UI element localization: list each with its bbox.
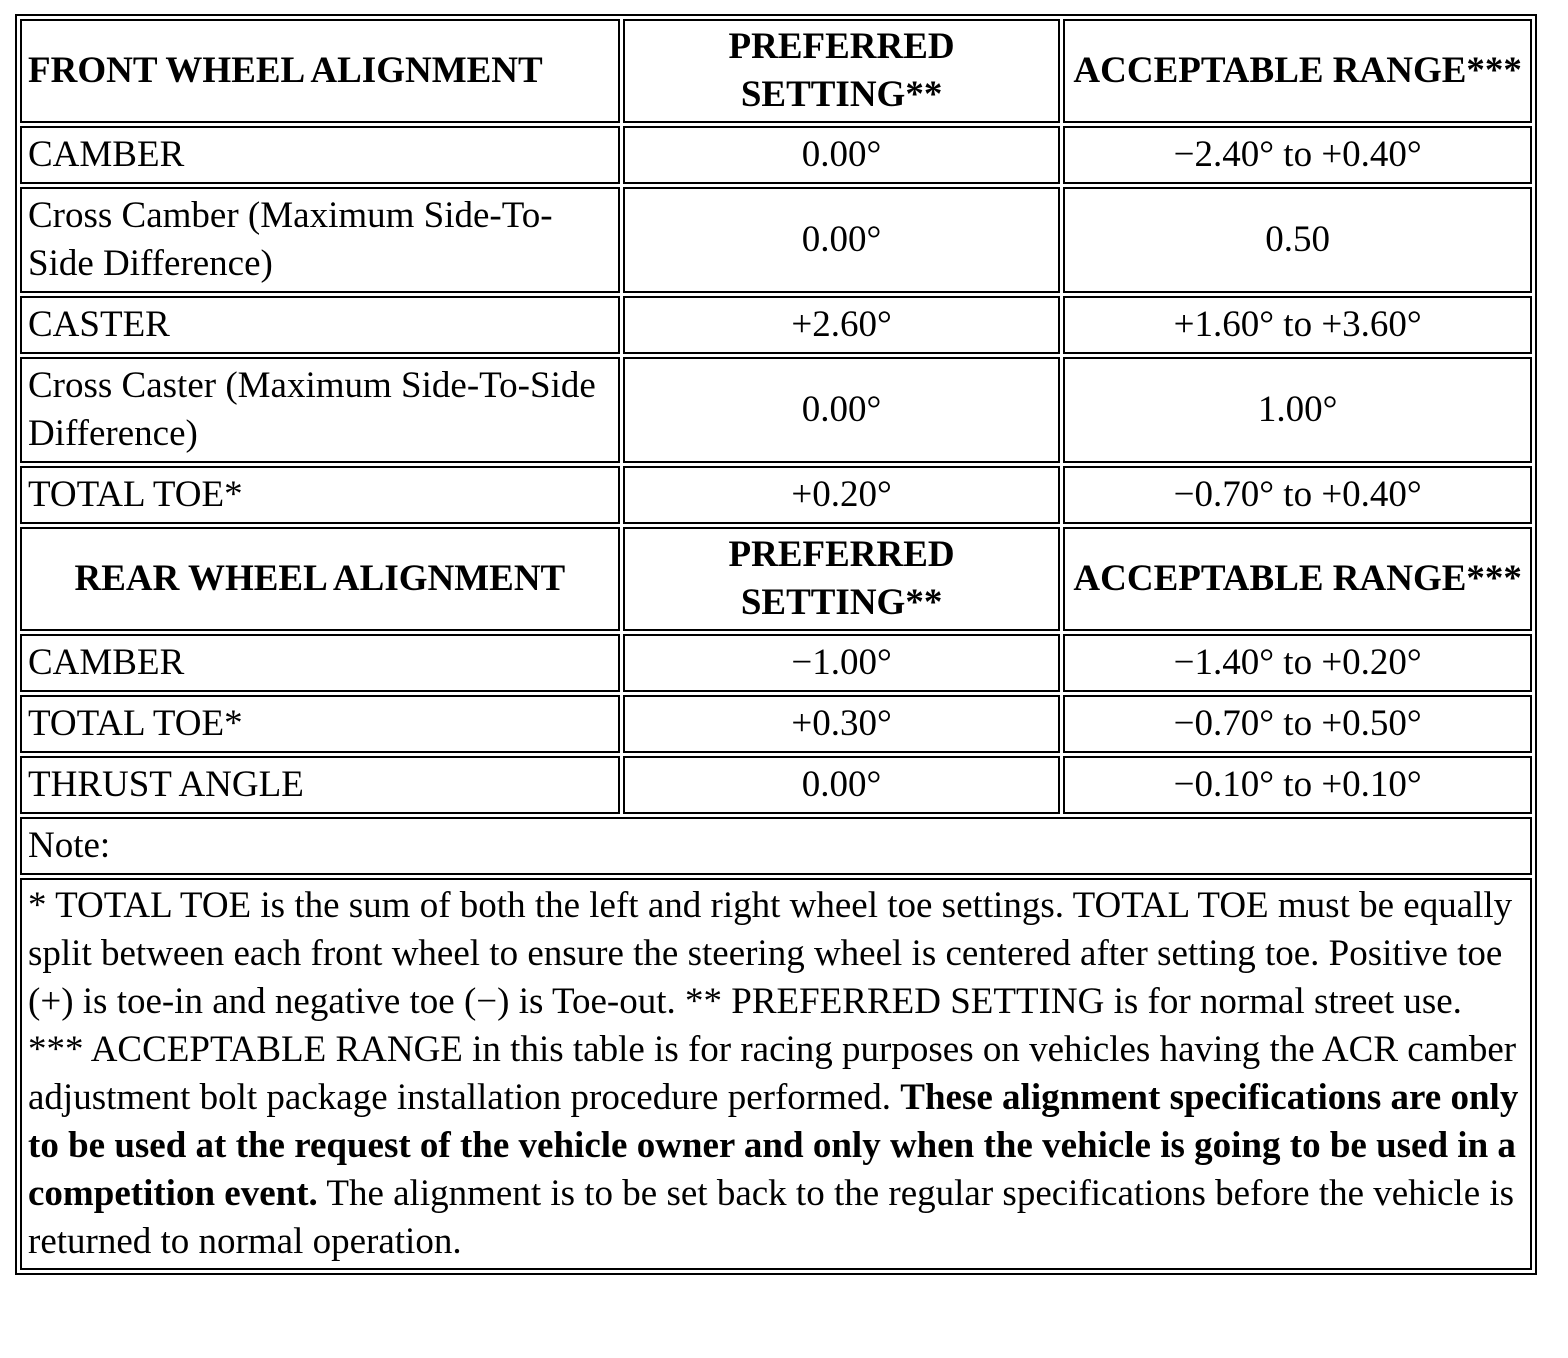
- acceptable-range: +1.60° to +3.60°: [1063, 296, 1532, 354]
- table-row: [20, 296, 1532, 354]
- table-row: [20, 187, 1532, 293]
- table-row: [20, 357, 1532, 463]
- table-row: [20, 634, 1532, 692]
- preferred-value: +2.60°: [623, 296, 1061, 354]
- preferred-value: 0.00°: [623, 357, 1061, 463]
- note-label-row: [20, 817, 1532, 875]
- note-text-part2: The alignment is to be set back to the regular specifications before the vehicle is returned to normal operation.: [28, 1173, 1515, 1262]
- row-label: Cross Caster (Maximum Side-To-Side Difference): [20, 357, 620, 463]
- acceptable-range: −2.40° to +0.40°: [1063, 126, 1532, 184]
- note-text-bold: These alignment specifications are only to be used at the request of the vehicle owner and only when the vehicle is going to be used in a competition event.: [28, 1077, 1519, 1214]
- acceptable-range: 1.00°: [1063, 357, 1532, 463]
- table-row: [20, 695, 1532, 753]
- front-preferred-header: PREFERRED SETTING**: [623, 19, 1061, 123]
- note-text-part1: * TOTAL TOE is the sum of both the left and right wheel toe settings. TOTAL TOE must be equally split between each front wheel to ensure the steering wheel is centered after setting toe. Positive toe (+) is toe-in and negative toe (−) is Toe-out. ** PREFERRED SETTING is for normal street use. *** ACCEPTABLE RANGE in this table is for racing purposes on vehicles having the ACR camber adjustment bolt package installation procedure performed.: [28, 885, 1517, 1118]
- acceptable-range: −1.40° to +0.20°: [1063, 634, 1532, 692]
- rear-section-title: REAR WHEEL ALIGNMENT: [20, 527, 620, 631]
- note-label: Note:: [20, 817, 1532, 875]
- alignment-spec-table: [15, 14, 1537, 1275]
- row-label: CASTER: [20, 296, 620, 354]
- row-label: CAMBER: [20, 126, 620, 184]
- acceptable-range: −0.70° to +0.50°: [1063, 695, 1532, 753]
- row-label: THRUST ANGLE: [20, 756, 620, 814]
- front-acceptable-header: ACCEPTABLE RANGE***: [1063, 19, 1532, 123]
- preferred-value: −1.00°: [623, 634, 1061, 692]
- table-row: [20, 126, 1532, 184]
- acceptable-range: −0.10° to +0.10°: [1063, 756, 1532, 814]
- row-label: CAMBER: [20, 634, 620, 692]
- preferred-value: +0.20°: [623, 466, 1061, 524]
- front-section-title: FRONT WHEEL ALIGNMENT: [20, 19, 620, 123]
- preferred-value: 0.00°: [623, 126, 1061, 184]
- row-label: Cross Camber (Maximum Side-To-Side Difference): [20, 187, 620, 293]
- note-body-row: [20, 878, 1532, 1270]
- preferred-value: 0.00°: [623, 756, 1061, 814]
- acceptable-range: 0.50: [1063, 187, 1532, 293]
- row-label: TOTAL TOE*: [20, 695, 620, 753]
- row-label: TOTAL TOE*: [20, 466, 620, 524]
- rear-acceptable-header: ACCEPTABLE RANGE***: [1063, 527, 1532, 631]
- preferred-value: 0.00°: [623, 187, 1061, 293]
- preferred-value: +0.30°: [623, 695, 1061, 753]
- acceptable-range: −0.70° to +0.40°: [1063, 466, 1532, 524]
- front-header-row: [20, 19, 1532, 123]
- rear-header-row: [20, 527, 1532, 631]
- table-row: [20, 466, 1532, 524]
- note-text: [20, 878, 1532, 1270]
- table-row: [20, 756, 1532, 814]
- rear-preferred-header: PREFERRED SETTING**: [623, 527, 1061, 631]
